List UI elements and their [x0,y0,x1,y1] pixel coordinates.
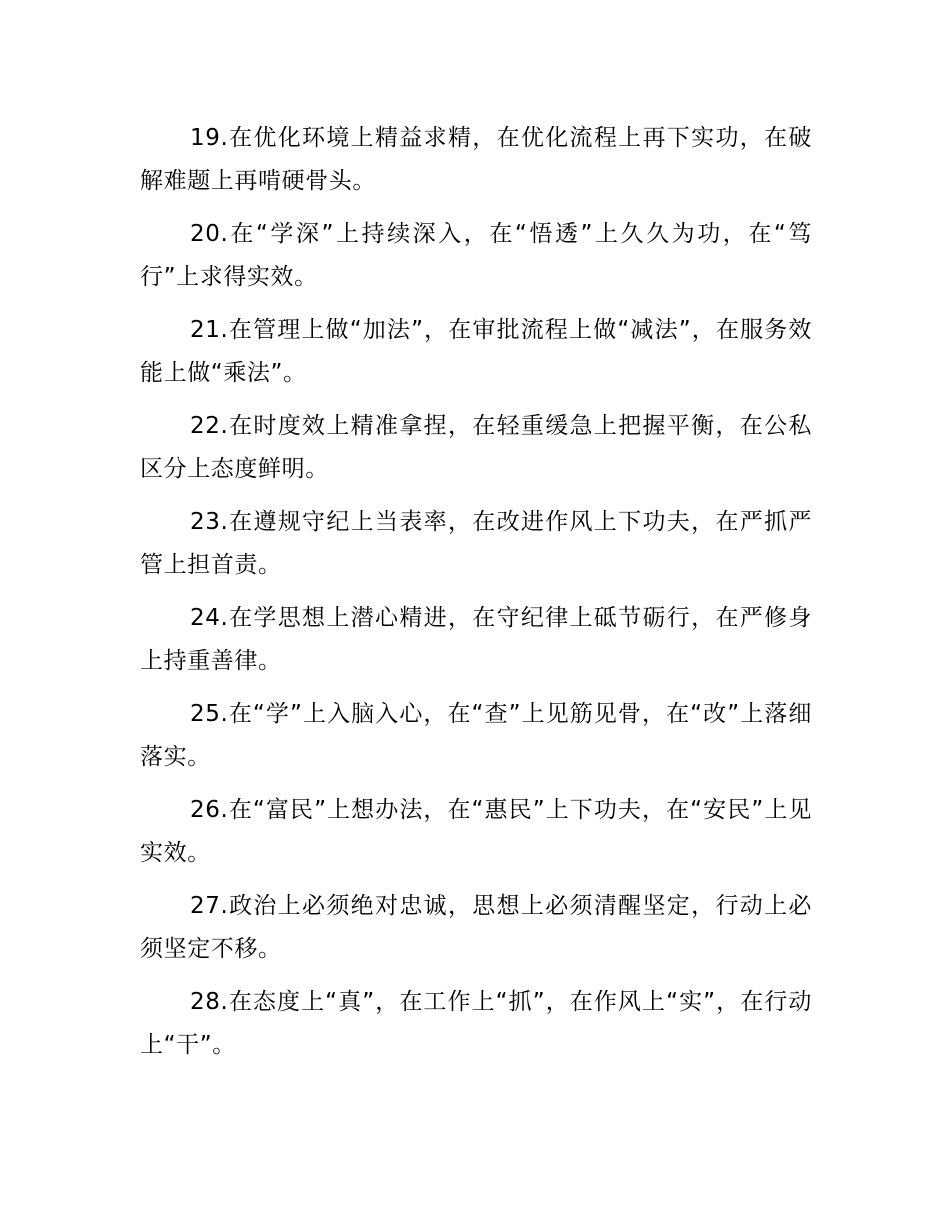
document-page [140,117,812,1077]
paragraph-26: 26.在“富民”上想办法，在“惠民”上下功夫，在“安民”上见实效。 [140,797,812,866]
paragraph-24: 24.在学思想上潜心精进，在守纪律上砥节砺行，在严修身上持重善律。 [140,605,812,674]
paragraph-23: 23.在遵规守纪上当表率，在改进作风上下功夫，在严抓严管上担首责。 [140,509,812,578]
paragraph-28: 28.在态度上“真”，在工作上“抓”，在作风上“实”，在行动上“干”。 [140,989,812,1058]
paragraph-25: 25.在“学”上入脑入心，在“查”上见筋见骨，在“改”上落细落实。 [140,701,812,770]
paragraph-21: 21.在管理上做“加法”，在审批流程上做“减法”，在服务效能上做“乘法”。 [140,317,812,386]
paragraph-22: 22.在时度效上精准拿捏，在轻重缓急上把握平衡，在公私区分上态度鲜明。 [140,413,812,482]
paragraph-20: 20.在“学深”上持续深入，在“悟透”上久久为功，在“笃行”上求得实效。 [140,221,812,290]
paragraph-19: 19.在优化环境上精益求精，在优化流程上再下实功，在破解难题上再啃硬骨头。 [140,125,812,194]
paragraph-27: 27.政治上必须绝对忠诚，思想上必须清醒坚定，行动上必须坚定不移。 [140,893,812,962]
